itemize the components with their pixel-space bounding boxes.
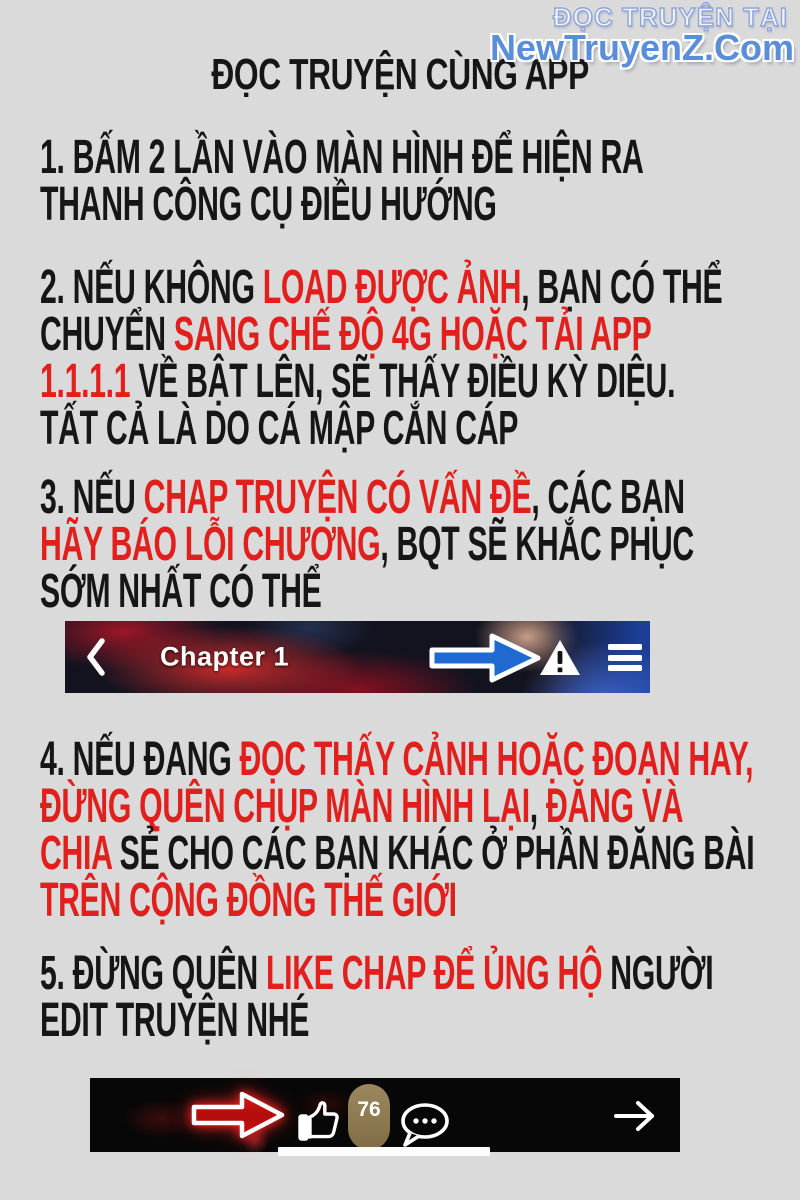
instruction-text-segment: TẤT CẢ LÀ DO CÁ MẬP CẮN CÁP [40, 402, 519, 455]
instruction-text-segment: LIKE CHAP ĐỂ ỦNG HỘ [265, 947, 603, 1000]
instruction-line [40, 308, 652, 361]
like-count-badge [348, 1084, 390, 1150]
instruction-text-segment: 3. NẾU [40, 471, 144, 524]
instruction-line [40, 565, 519, 618]
instruction-line [40, 733, 754, 786]
instruction-line [40, 947, 714, 1000]
instruction-text-segment: 4. NẾU ĐANG [40, 733, 240, 786]
instruction-text-segment: ĐỌC THẤY CẢNH HOẶC ĐOẠN HAY, [239, 733, 754, 786]
instruction-line [40, 178, 519, 231]
instruction-text-segment: HÃY BÁO LỖI CHƯƠNG [40, 518, 381, 571]
instruction-text-segment: VỀ BẬT LÊN, SẼ THẤY ĐIỀU KỲ DIỆU. [130, 355, 676, 408]
instruction-line [40, 780, 684, 833]
list-bar [608, 665, 642, 671]
instruction-line [40, 471, 685, 524]
instruction-text-segment: 1.1.1.1 [40, 355, 131, 408]
instruction-text-segment: LOAD ĐƯỢC ẢNH [262, 261, 522, 314]
instruction-text-segment: ĐỪNG QUÊN CHỤP MÀN HÌNH LẠI [40, 780, 530, 833]
instruction-text-segment: 5. ĐỪNG QUÊN [40, 947, 266, 1000]
chapter-nav-bar-screenshot [65, 621, 650, 693]
instruction-text-segment: , CÁC BẠN [531, 471, 685, 524]
chapter-list-icon[interactable] [608, 644, 642, 671]
instruction-section-4 [40, 733, 800, 927]
instruction-section-2 [40, 261, 800, 455]
list-bar [608, 644, 642, 650]
instruction-line [40, 994, 519, 1047]
instruction-section-1 [40, 131, 800, 231]
instruction-line [40, 355, 676, 408]
like-count: 76 [357, 1098, 381, 1121]
progress-strip [278, 1147, 490, 1156]
instruction-text-segment: ĐĂNG VÀ [545, 780, 684, 833]
instruction-text-segment: EDIT TRUYỆN NHÉ [40, 994, 310, 1047]
instruction-text-segment: , [529, 780, 546, 833]
instruction-line [40, 131, 644, 184]
instruction-text-segment: SẺ CHO CÁC BẠN KHÁC Ở PHẦN ĐĂNG BÀI [111, 827, 755, 880]
back-chevron-icon[interactable] [85, 637, 107, 677]
instruction-text-segment: , BQT SẼ KHẮC PHỤC [380, 518, 694, 571]
instruction-line [40, 261, 723, 314]
instruction-line [40, 827, 755, 880]
instruction-text-segment: THANH CÔNG CỤ ĐIỀU HƯỚNG [40, 178, 497, 231]
instruction-text-segment: NGƯỜI [602, 947, 714, 1000]
action-bar-screenshot [90, 1078, 680, 1152]
chapter-title: Chapter 1 [160, 641, 290, 672]
instruction-text-segment: 2. NẾU KHÔNG [40, 261, 263, 314]
instruction-section-5 [40, 947, 800, 1047]
like-thumbs-up-icon[interactable] [296, 1098, 342, 1144]
instruction-text-segment: TRÊN CỘNG ĐỒNG THẾ GIỚI [40, 874, 457, 927]
comment-bubble-icon[interactable] [398, 1102, 452, 1148]
instruction-line [40, 402, 519, 455]
instruction-section-3 [40, 471, 800, 618]
instruction-line [40, 518, 694, 571]
instruction-text-segment: SANG CHẾ ĐỘ 4G HOẶC TẢI APP [173, 308, 652, 361]
instruction-text-segment: CHIA [40, 827, 112, 880]
pointer-arrow-red-icon [190, 1086, 286, 1144]
list-bar [608, 655, 642, 661]
watermark-tagline: ĐỌC TRUYỆN TẠI [553, 2, 788, 32]
instruction-text-segment: SỚM NHẤT CÓ THỂ [40, 565, 322, 618]
instruction-text-segment: CHUYỂN [40, 308, 174, 361]
instruction-text-segment: CHAP TRUYỆN CÓ VẤN ĐỀ [143, 471, 532, 524]
instruction-text-segment: 1. BẤM 2 LẦN VÀO MÀN HÌNH ĐỂ HIỆN RA [40, 131, 644, 184]
instruction-line [40, 874, 519, 927]
instruction-text-segment: , BẠN CÓ THỂ [521, 261, 723, 314]
pointer-arrow-blue-icon [428, 631, 542, 685]
report-error-warning-icon[interactable] [539, 638, 581, 678]
next-chapter-arrow-icon[interactable] [612, 1098, 658, 1134]
site-watermark [490, 2, 794, 69]
watermark-sitename: NewTruyenZ.Com [489, 27, 794, 68]
page-title: ĐỌC TRUYỆN CÙNG APP [211, 50, 589, 99]
